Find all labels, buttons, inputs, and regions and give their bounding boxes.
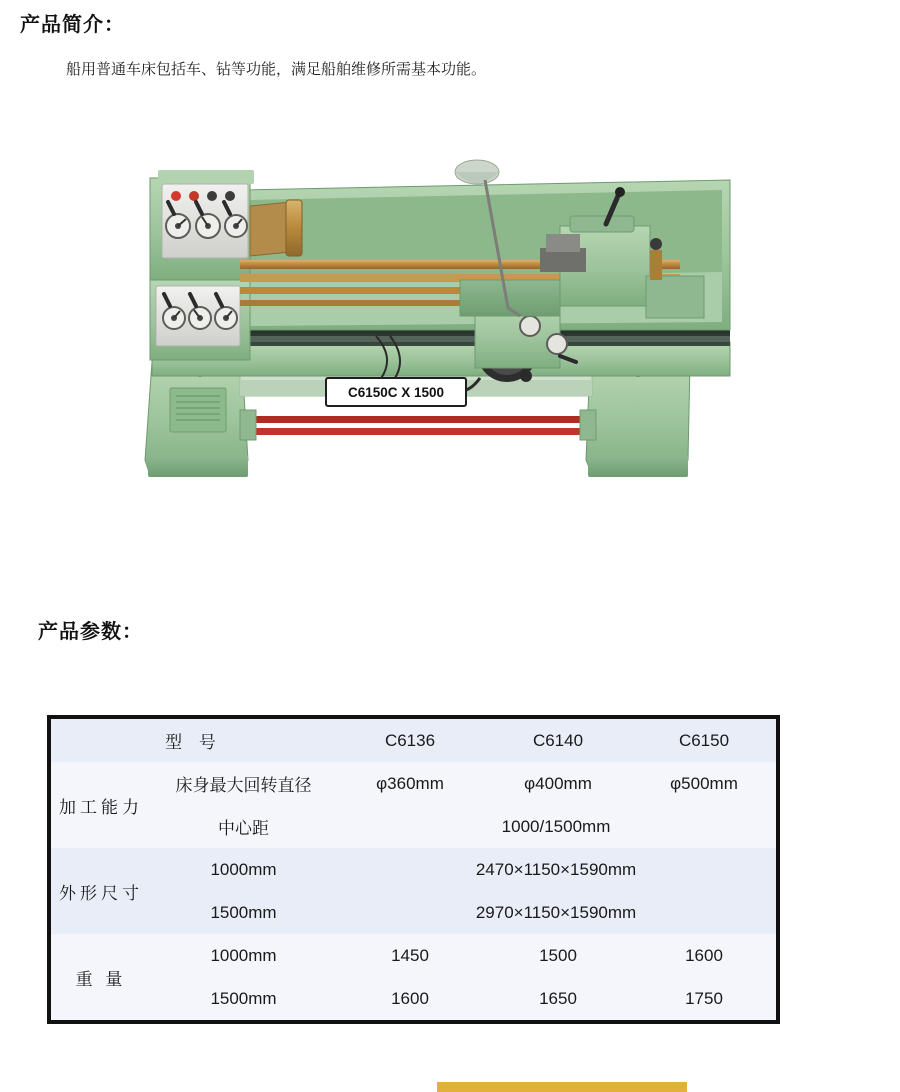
group-label-weight: 重 量 bbox=[51, 934, 151, 1020]
table-header-row bbox=[51, 719, 776, 762]
row-label-weight-1000: 1000mm bbox=[151, 934, 336, 977]
table-header-model-2: C6150 bbox=[632, 719, 776, 762]
cell-max-swing-c6140: φ400mm bbox=[484, 762, 632, 805]
row-label-dim-1500: 1500mm bbox=[151, 891, 336, 934]
group-label-dimensions: 外形尺寸 bbox=[51, 848, 151, 934]
row-label-center-distance: 中心距 bbox=[151, 805, 336, 848]
table-header-model-1: C6140 bbox=[484, 719, 632, 762]
accent-bar bbox=[437, 1082, 687, 1092]
row-label-weight-1500: 1500mm bbox=[151, 977, 336, 1020]
cell-weight-1000-c6150: 1600 bbox=[632, 934, 776, 977]
table-row bbox=[51, 762, 776, 805]
cell-center-distance-all: 1000/1500mm bbox=[336, 805, 776, 848]
table-row bbox=[51, 891, 776, 934]
spec-table bbox=[47, 715, 780, 1024]
product-params-title: 产品参数： bbox=[38, 621, 143, 643]
cell-max-swing-c6136: φ360mm bbox=[336, 762, 484, 805]
table-row bbox=[51, 848, 776, 891]
row-label-max-swing: 床身最大回转直径 bbox=[151, 762, 336, 805]
cell-dim-1500-all: 2970×1150×1590mm bbox=[336, 891, 776, 934]
cell-weight-1000-c6136: 1450 bbox=[336, 934, 484, 977]
bottom-accent-strip bbox=[0, 1080, 900, 1092]
machine-nameplate-text: C6150C X 1500 bbox=[347, 385, 445, 400]
table-header-model-0: C6136 bbox=[336, 719, 484, 762]
product-intro-paragraph: 船用普通车床包括车、钻等功能，满足船舶维修所需基本功能。 bbox=[66, 61, 487, 78]
table-row bbox=[51, 977, 776, 1020]
group-label-capacity: 加工能力 bbox=[51, 762, 151, 848]
table-row bbox=[51, 934, 776, 977]
cell-dim-1000-all: 2470×1150×1590mm bbox=[336, 848, 776, 891]
cell-weight-1500-c6140: 1650 bbox=[484, 977, 632, 1020]
cell-weight-1500-c6136: 1600 bbox=[336, 977, 484, 1020]
row-label-dim-1000: 1000mm bbox=[151, 848, 336, 891]
product-intro-title: 产品简介： bbox=[20, 14, 125, 36]
cell-max-swing-c6150: φ500mm bbox=[632, 762, 776, 805]
cell-weight-1500-c6150: 1750 bbox=[632, 977, 776, 1020]
table-row bbox=[51, 805, 776, 848]
cell-weight-1000-c6140: 1500 bbox=[484, 934, 632, 977]
table-header-model-label: 型 号 bbox=[51, 719, 336, 762]
product-photo bbox=[90, 130, 740, 500]
